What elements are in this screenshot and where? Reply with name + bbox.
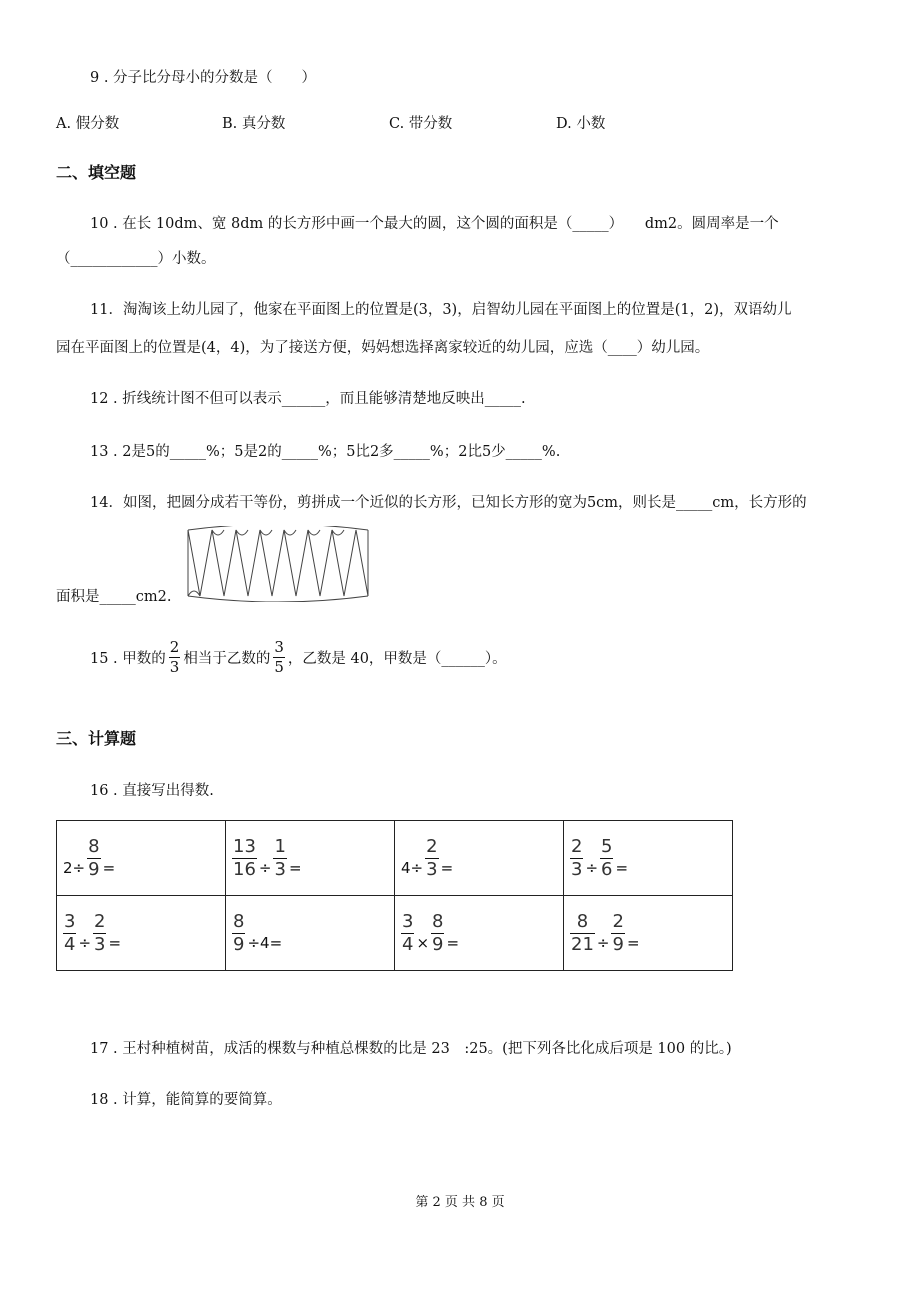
fraction <box>63 910 76 955</box>
calc-cell[interactable] <box>564 896 733 971</box>
fraction-denominator: 3 <box>94 933 106 955</box>
q9-option-d[interactable]: D. 小数 <box>556 116 606 132</box>
q14-line1: 14．如图，把圆分成若干等份，剪拼成一个近似的长方形，已知长方形的宽为5cm，则长是_____cm，长方形的 <box>90 495 807 511</box>
expression-tail: = <box>440 858 454 877</box>
fraction <box>232 910 245 955</box>
expression-operator: ÷ <box>585 858 599 877</box>
page-footer: 第 2 页 共 8 页 <box>415 1195 505 1210</box>
expression-tail: = <box>108 933 122 952</box>
expression-operator: ÷ <box>596 933 610 952</box>
fraction-numerator: 8 <box>570 913 595 934</box>
fraction-numerator: 8 <box>88 835 100 857</box>
calc-expression <box>232 835 394 880</box>
expression-operator: ÷ <box>78 933 92 952</box>
fraction <box>87 835 100 880</box>
expression-tail: = <box>615 858 629 877</box>
fraction-denominator: 3 <box>426 858 438 880</box>
q9-text: 9 . 分子比分母小的分数是（ ） <box>90 70 317 86</box>
fraction <box>431 910 444 955</box>
fraction-three-fifths <box>273 640 285 675</box>
fraction-numerator: 3 <box>402 910 414 932</box>
fraction-numerator: 2 <box>169 638 180 656</box>
calc-cell[interactable] <box>57 896 226 971</box>
fraction <box>232 835 257 880</box>
q9-option-c[interactable]: C. 带分数 <box>389 116 453 132</box>
q13-text: 13 . 2是5的_____%；5是2的_____%；5比2多_____%；2比5少_____%. <box>90 444 561 460</box>
fraction <box>600 835 613 880</box>
q12-text: 12 . 折线统计图不但可以表示______，而且能够清楚地反映出_____. <box>90 391 526 407</box>
fraction-numerator: 3 <box>64 910 76 932</box>
calc-expression <box>232 910 394 955</box>
fraction-denominator: 6 <box>601 858 613 880</box>
fraction <box>425 835 438 880</box>
calc-cell[interactable] <box>564 821 733 896</box>
fraction-denominator: 4 <box>64 933 76 955</box>
fraction <box>93 910 106 955</box>
fraction-numerator: 1 <box>274 835 286 857</box>
expression-operator: ÷ <box>258 858 272 877</box>
fraction-numerator: 8 <box>432 910 444 932</box>
calc-cell[interactable] <box>395 896 564 971</box>
fraction-numerator: 3 <box>274 638 284 656</box>
fraction-denominator: 16 <box>233 858 256 880</box>
q10-line1: 10 . 在长 10dm、宽 8dm 的长方形中画一个最大的圆，这个圆的面积是（_____） dm2。圆周率是一个 <box>90 216 779 232</box>
calc-cell[interactable] <box>226 896 395 971</box>
q10-line2: （____________）小数。 <box>56 251 216 267</box>
section-heading-calculation: 三、计算题 <box>56 729 137 748</box>
fraction-denominator: 3 <box>169 658 180 676</box>
q9-option-b[interactable]: B. 真分数 <box>222 116 286 132</box>
fraction-numerator: 5 <box>601 835 613 857</box>
q9-option-a[interactable]: A. 假分数 <box>56 116 120 132</box>
fraction-denominator: 21 <box>571 933 594 955</box>
fraction-numerator: 2 <box>94 910 106 932</box>
fraction-denominator: 9 <box>432 933 444 955</box>
expression-tail: = <box>446 933 460 952</box>
calc-expression <box>570 910 732 955</box>
calc-expression <box>570 835 732 880</box>
expression-tail: ÷4= <box>247 933 283 952</box>
q11-line1: 11．淘淘该上幼儿园了，他家在平面图上的位置是(3，3)，启智幼儿园在平面图上的位置是(1，2)，双语幼儿 <box>90 302 792 318</box>
fraction-two-thirds <box>169 640 181 675</box>
q18-text: 18 . 计算，能简算的要简算。 <box>90 1092 282 1108</box>
fraction-denominator: 9 <box>88 858 100 880</box>
q15-part3: ，乙数是 40，甲数是（______）。 <box>287 651 507 667</box>
fraction-denominator: 3 <box>274 858 286 880</box>
fraction <box>401 910 414 955</box>
fraction <box>570 910 595 955</box>
q15 <box>90 640 507 675</box>
fraction-denominator: 5 <box>274 658 284 676</box>
fraction-denominator: 9 <box>233 933 245 955</box>
fraction-denominator: 4 <box>402 933 414 955</box>
q15-part1: 15 . 甲数的 <box>90 651 166 667</box>
calc-expression <box>401 835 563 880</box>
calc-cell[interactable] <box>395 821 564 896</box>
q11-line2: 园在平面图上的位置是(4，4)，为了接送方便，妈妈想选择离家较近的幼儿园，应选（____）幼儿园。 <box>56 340 710 356</box>
calc-expression <box>63 910 225 955</box>
q16-text: 16 . 直接写出得数. <box>90 783 214 799</box>
section-heading-fill-blank: 二、填空题 <box>56 163 137 182</box>
fraction-denominator: 9 <box>612 933 624 955</box>
q16-calculation-table <box>56 820 733 971</box>
expression-lead: 2÷ <box>63 858 86 877</box>
fraction-numerator: 13 <box>233 835 256 857</box>
q14-line2: 面积是_____cm2. <box>56 589 172 605</box>
fraction <box>273 835 286 880</box>
expression-tail: = <box>288 858 302 877</box>
calc-expression <box>401 910 563 955</box>
expression-lead: 4÷ <box>401 858 424 877</box>
calc-cell[interactable] <box>57 821 226 896</box>
fraction-numerator: 8 <box>233 910 245 932</box>
circle-rearranged-rectangle-figure <box>186 526 370 602</box>
calc-expression <box>63 835 225 880</box>
calc-cell[interactable] <box>226 821 395 896</box>
fraction-denominator: 3 <box>571 858 583 880</box>
fraction-numerator: 2 <box>612 910 624 932</box>
expression-tail: = <box>102 858 116 877</box>
q17-text: 17 . 王村种植树苗，成活的棵数与种植总棵数的比是 23 :25。(把下列各比化成后项是 100 的比。) <box>90 1041 732 1057</box>
fraction <box>570 835 583 880</box>
fraction-numerator: 2 <box>571 835 583 857</box>
expression-operator: × <box>416 933 430 952</box>
expression-tail: = <box>626 933 640 952</box>
q15-part2: 相当于乙数的 <box>183 651 271 667</box>
fraction <box>611 910 624 955</box>
fraction-numerator: 2 <box>426 835 438 857</box>
